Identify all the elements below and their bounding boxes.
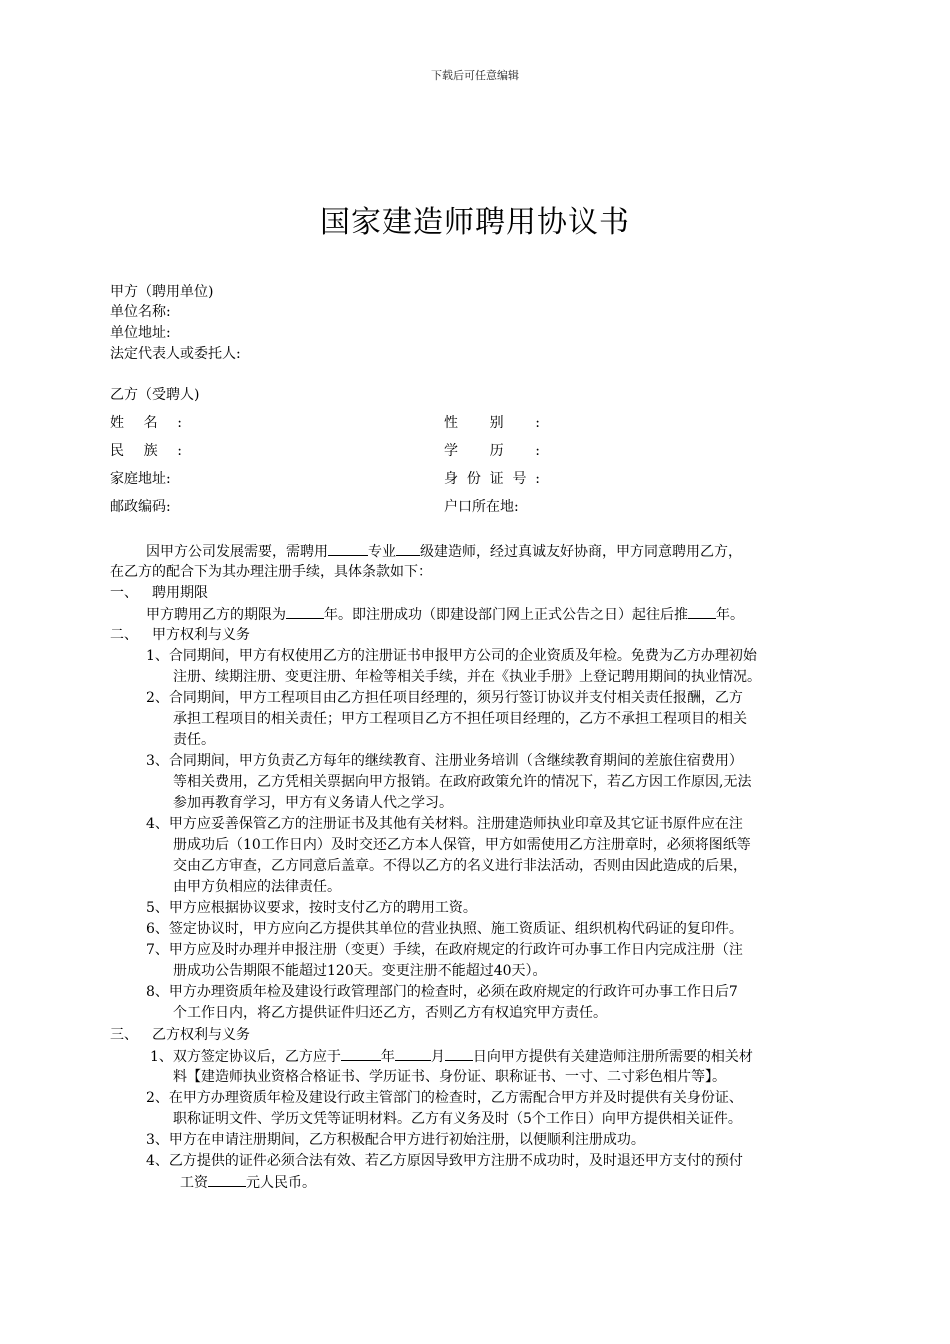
intro-line-1 bbox=[146, 541, 742, 562]
party-b-education-label: 学历: bbox=[444, 443, 540, 459]
party-a-legal-rep: 法定代表人或委托人: bbox=[110, 346, 241, 362]
sec3-item-1-line-2: 料【建造师执业资格合格证书、学历证书、身份证、职称证书、一寸、二寸彩色相片等】。 bbox=[173, 1069, 726, 1085]
section-2-number: 二、 bbox=[110, 627, 138, 643]
sec3-item-1-line-1 bbox=[150, 1046, 753, 1067]
day-blank bbox=[445, 1046, 473, 1061]
sec3-item-4-line-1: 4、乙方提供的证件必须合法有效、若乙方原因导致甲方注册不成功时，及时退还甲方支付的预付 bbox=[146, 1153, 743, 1169]
sec2-item-3-line-3: 参加再教育学习，甲方有义务请人代之学习。 bbox=[173, 795, 453, 811]
sec3-item-4-line-2 bbox=[180, 1172, 316, 1193]
postpone-years-blank bbox=[688, 604, 716, 619]
sec3-item-3-line-1: 3、甲方在申请注册期间，乙方积极配合甲方进行初始注册，以便顺利注册成功。 bbox=[146, 1132, 645, 1148]
term-years-blank bbox=[286, 604, 324, 619]
intro-text-c: 级建造师，经过真诚友好协商，甲方同意聘用乙方， bbox=[420, 544, 742, 560]
specialty-blank bbox=[328, 541, 368, 556]
document-title: 国家建造师聘用协议书 bbox=[320, 205, 630, 240]
party-b-hukou-label: 户口所在地: bbox=[444, 499, 519, 515]
sec2-item-2-line-2: 承担工程项目的相关责任；甲方工程项目乙方不担任项目经理的，乙方不承担工程项目的相关 bbox=[173, 711, 747, 727]
sec3-item-1-text-b: 年 bbox=[380, 1049, 395, 1065]
sec3-item-1-text-d: 日向甲方提供有关建造师注册所需要的相关材 bbox=[472, 1049, 753, 1065]
sec2-item-4-line-3: 交由乙方审查，乙方同意后盖章。不得以乙方的名义进行非法活动，否则由因此造成的后果， bbox=[173, 858, 747, 874]
year-blank bbox=[341, 1046, 381, 1061]
sec2-item-1-line-2: 注册、续期注册、变更注册、年检等相关手续，并在《执业手册》上登记聘用期间的执业情况。 bbox=[173, 669, 761, 685]
sec2-item-3-line-1: 3、合同期间，甲方负责乙方每年的继续教育、注册业务培训（含继续教育期间的差旅住宿费用） bbox=[146, 753, 743, 769]
party-a-address: 单位地址: bbox=[110, 325, 171, 341]
sec3-item-2-line-1: 2、在甲方办理资质年检及建设行政主管部门的检查时，乙方需配合甲方并及时提供有关身份证、 bbox=[146, 1090, 743, 1106]
party-b-name-label: 姓名: bbox=[110, 415, 182, 431]
intro-line-2: 在乙方的配合下为其办理注册手续，具体条款如下： bbox=[110, 564, 432, 580]
sec2-item-4-line-4: 由甲方负相应的法律责任。 bbox=[173, 879, 341, 895]
prepaid-amount-blank bbox=[208, 1172, 246, 1187]
sec2-item-5-line-1: 5、甲方应根据协议要求，按时支付乙方的聘用工资。 bbox=[146, 900, 477, 916]
party-b-heading: 乙方（受聘人) bbox=[110, 387, 200, 403]
intro-text-b: 专业 bbox=[368, 544, 396, 560]
month-blank bbox=[395, 1046, 431, 1061]
party-b-postal-code-label: 邮政编码: bbox=[110, 499, 171, 515]
grade-blank bbox=[396, 541, 420, 556]
sec2-item-7-line-2: 册成功公告期限不能超过120天。变更注册不能超过40天）。 bbox=[173, 963, 547, 979]
sec2-item-6-line-1: 6、签定协议时，甲方应向乙方提供其单位的营业执照、施工资质证、组织机构代码证的复印件。 bbox=[146, 921, 743, 937]
party-b-ethnicity-label: 民族: bbox=[110, 443, 182, 459]
sec3-item-1-text-a: 1、双方签定协议后，乙方应于 bbox=[150, 1049, 341, 1065]
sec2-item-7-line-1: 7、甲方应及时办理并申报注册（变更）手续，在政府规定的行政许可办事工作日内完成注册（注 bbox=[146, 942, 743, 958]
term-text-c: 年。 bbox=[716, 607, 744, 623]
party-b-home-address-label: 家庭地址: bbox=[110, 471, 171, 487]
sec2-item-4-line-1: 4、甲方应妥善保管乙方的注册证书及其他有关材料。注册建造师执业印章及其它证书原件应在注 bbox=[146, 816, 743, 832]
sec3-item-4-text-a: 工资 bbox=[180, 1175, 208, 1191]
sec2-item-3-line-2: 等相关费用，乙方凭相关票据向甲方报销。在政府政策允许的情况下，若乙方因工作原因,无法 bbox=[173, 774, 752, 790]
sec2-item-8-line-1: 8、甲方办理资质年检及建设行政管理部门的检查时，必须在政府规定的行政许可办事工作日后7 bbox=[146, 984, 738, 1000]
term-text-a: 甲方聘用乙方的期限为 bbox=[146, 607, 286, 623]
term-text-b: 年。即注册成功（即建设部门网上正式公告之日）起往后推 bbox=[324, 607, 688, 623]
sec3-item-4-text-b: 元人民币。 bbox=[246, 1175, 316, 1191]
sec2-item-2-line-3: 责任。 bbox=[173, 732, 215, 748]
section-1-title: 聘用期限 bbox=[152, 585, 208, 601]
sec2-item-8-line-2: 个工作日内，将乙方提供证件归还乙方，否则乙方有权追究甲方责任。 bbox=[173, 1005, 607, 1021]
section-3-number: 三、 bbox=[110, 1027, 138, 1043]
sec2-item-4-line-2: 册成功后（10工作日内）及时交还乙方本人保管，甲方如需使用乙方注册章时，必须将图纸等 bbox=[173, 837, 751, 853]
section-1-term bbox=[146, 604, 744, 625]
sec2-item-2-line-1: 2、合同期间，甲方工程项目由乙方担任项目经理的，须另行签订协议并支付相关责任报酬，乙方 bbox=[146, 690, 743, 706]
party-a-heading: 甲方（聘用单位) bbox=[110, 284, 214, 300]
section-2-title: 甲方权利与义务 bbox=[152, 627, 250, 643]
party-a-company-name: 单位名称: bbox=[110, 304, 171, 320]
sec3-item-2-line-2: 职称证明文件、学历文凭等证明材料。乙方有义务及时（5个工作日）向甲方提供相关证件。 bbox=[173, 1111, 742, 1127]
party-b-gender-label: 性别: bbox=[444, 415, 540, 431]
section-3-title: 乙方权利与义务 bbox=[152, 1027, 250, 1043]
intro-text-a: 因甲方公司发展需要，需聘用 bbox=[146, 544, 328, 560]
page-header: 下载后可任意编辑 bbox=[431, 69, 519, 82]
party-b-id-label: 身份证号: bbox=[444, 471, 540, 487]
sec3-item-1-text-c: 月 bbox=[430, 1049, 445, 1065]
sec2-item-1-line-1: 1、合同期间，甲方有权使用乙方的注册证书申报甲方公司的企业资质及年检。免费为乙方办理初始 bbox=[146, 648, 757, 664]
section-1-number: 一、 bbox=[110, 585, 138, 601]
